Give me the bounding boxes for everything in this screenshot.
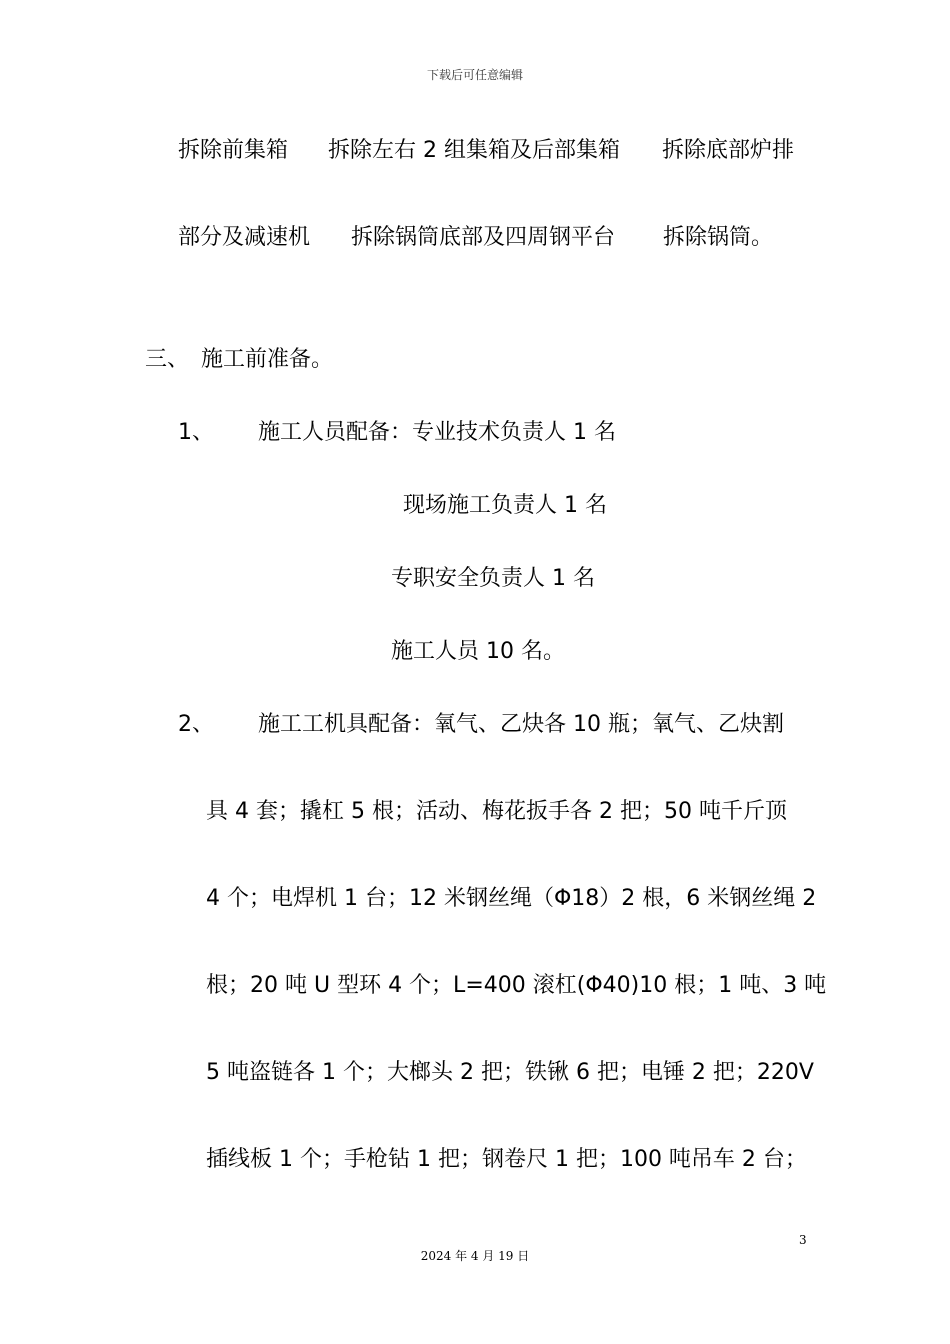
step-item: 拆除前集箱 <box>178 138 289 163</box>
item-2-line: 5 吨盗链各 1 个；大榔头 2 把；铁锹 6 把；电锤 2 把；220V <box>206 1060 814 1085</box>
section-title: 施工前准备。 <box>201 347 334 372</box>
item-2-number: 2、 <box>178 712 214 737</box>
item-1-line: 现场施工负责人 1 名 <box>403 493 607 518</box>
step-item: 部分及减速机 <box>178 225 311 250</box>
section-number: 三、 <box>145 347 190 372</box>
footer-date: 2024 年 4 月 19 日 <box>420 1249 530 1263</box>
item-2-line: 根；20 吨 U 型环 4 个；L=400 滚杠(Φ40)10 根；1 吨、3 吨 <box>206 973 827 998</box>
step-item: 拆除锅筒。 <box>663 225 774 250</box>
page-number: 3 <box>799 1233 807 1247</box>
steps-line-1 <box>0 136 950 166</box>
steps-line-2 <box>0 223 950 253</box>
step-item: 拆除锅筒底部及四周钢平台 <box>351 225 616 250</box>
item-2-text: 施工工机具配备：氧气、乙炔各 10 瓶；氧气、乙炔割 <box>258 712 784 737</box>
section-heading <box>0 345 950 375</box>
item-2-line: 4 个；电焊机 1 台；12 米钢丝绳（Φ18）2 根，6 米钢丝绳 2 <box>206 886 817 911</box>
item-1-line: 施工人员 10 名。 <box>391 639 565 664</box>
step-item: 拆除底部炉排 <box>662 138 795 163</box>
item-1-first-line <box>0 418 950 448</box>
item-2-line: 插线板 1 个；手枪钻 1 把；钢卷尺 1 把；100 吨吊车 2 台； <box>206 1147 807 1172</box>
item-2-line: 具 4 套；撬杠 5 根；活动、梅花扳手各 2 把；50 吨千斤顶 <box>206 799 787 824</box>
page-header: 下载后可任意编辑 <box>426 68 523 82</box>
item-1-line: 专职安全负责人 1 名 <box>391 566 595 591</box>
item-1-text: 施工人员配备：专业技术负责人 1 名 <box>258 420 616 445</box>
step-item: 拆除左右 2 组集箱及后部集箱 <box>328 138 620 163</box>
item-1-number: 1、 <box>178 420 214 445</box>
item-2-first-line <box>0 710 950 740</box>
